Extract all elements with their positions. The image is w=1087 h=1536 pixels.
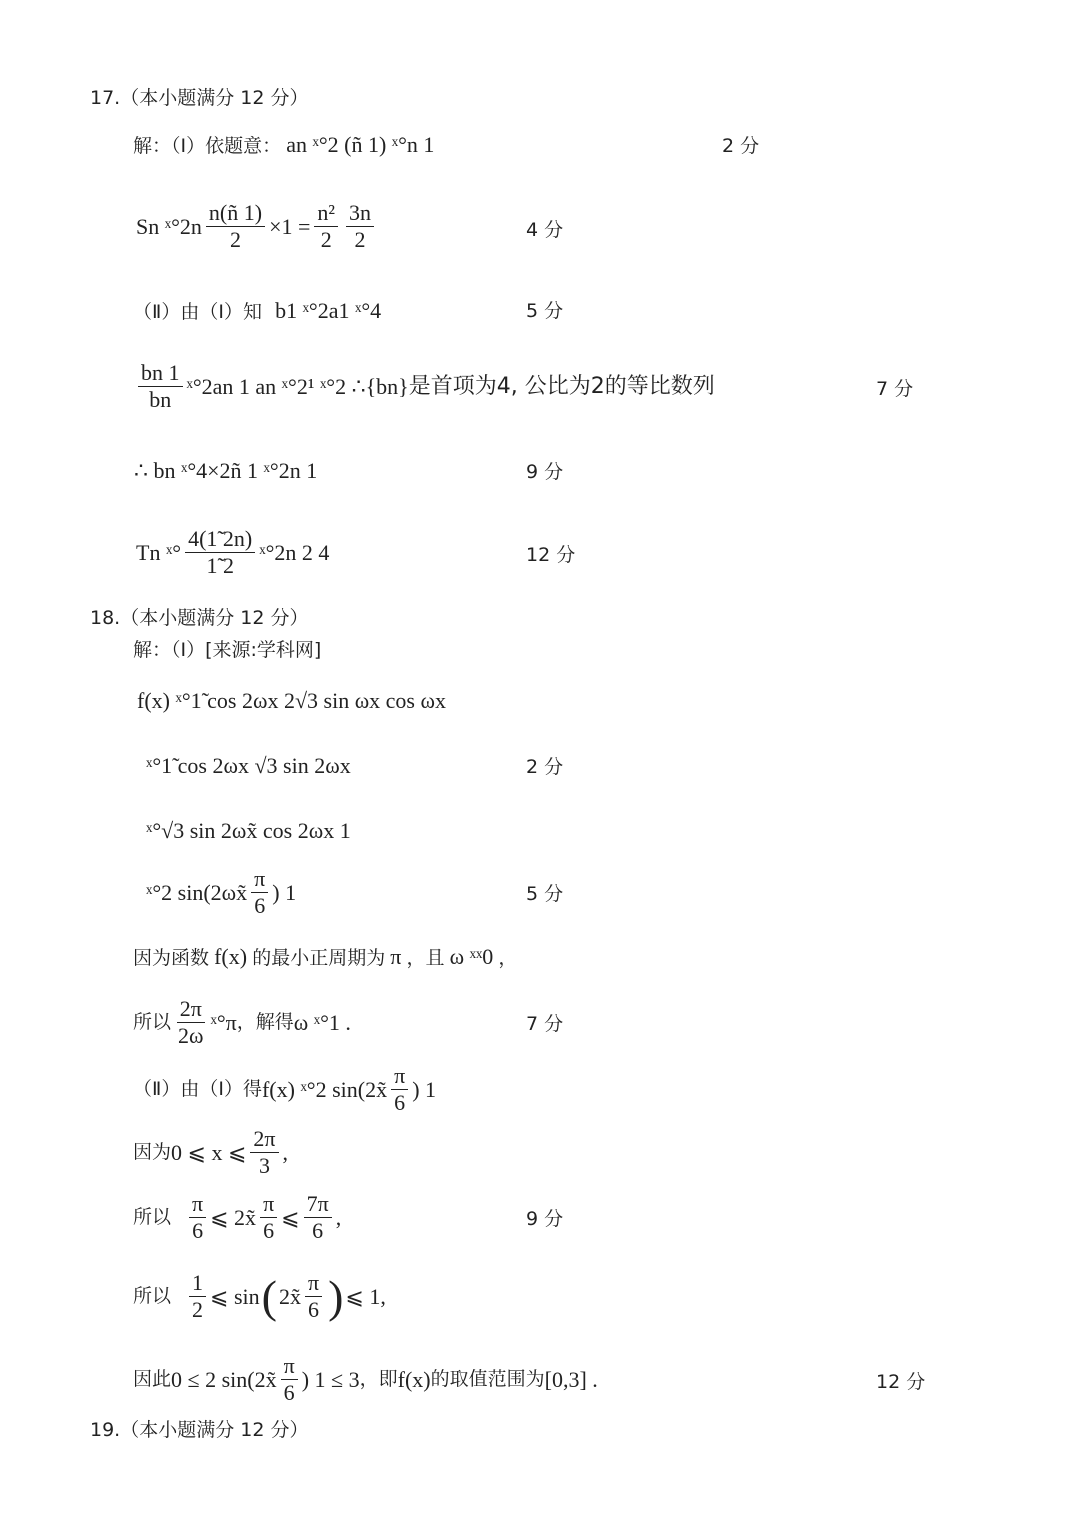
q17-line-2-sn [136,202,378,251]
question-18-header: 18.（本小题满分 12 分） [90,607,309,629]
q18-l10-frac-1 [189,1272,206,1321]
q17-b1-formula: b1 ˣ°2a1 ˣ°4 [275,298,382,323]
q17-line-5-bn: ∴ bn ˣ°4×2ñ 1 ˣ°2n 1 [134,458,318,483]
q17-ratio-num: bn 1 [138,362,183,387]
q18-l9-f1-den: 6 [192,1218,204,1243]
q18-l5-fx: f(x) [214,944,248,969]
q18-l6-omega: ω ˣ°1 . [293,1009,351,1035]
q18-l5-d: ， [498,947,518,969]
q18-l8-fraction [250,1128,278,1177]
q18-l10-f1-num: 1 [189,1272,206,1297]
q18-l10-f2-den: 6 [308,1297,319,1322]
q18-l11-c: 的取值范围为 [430,1368,545,1390]
q17-geometric-statement: 是首项为4, 公比为2的等比数列 [408,373,715,399]
q18-l4-a: ˣ°2 sin(2ωx̃ [146,879,248,905]
q18-l5-omega: ω ˣˣ0 [449,944,494,969]
q18-l11-a: 因此 [133,1368,172,1390]
q17-sn-lhs: Sn ˣ°2n [136,213,202,239]
q17-sn-frac3-num: 3n [346,202,374,227]
q18-score-7: 7 分 [526,1013,564,1035]
q17-sn-fraction-3 [346,202,374,251]
q17-score-2: 2 分 [722,135,760,157]
q18-l10-frac-2 [305,1272,322,1321]
q18-l5-pi: π [390,944,402,969]
q17-line-3 [133,300,381,322]
q17-score-5: 5 分 [526,300,564,322]
q18-l4-frac-num: π [251,868,268,893]
question-17-header: 17.（本小题满分 12 分） [90,87,309,109]
q18-l9-f3-den: 6 [312,1218,324,1243]
q18-line-6 [133,998,351,1047]
q18-l9-frac-1 [189,1193,206,1242]
q17-tn-frac-num: 4(1̃ 2n) [185,528,255,553]
q17-tn-fraction [185,528,255,577]
q18-l9-frac-2 [260,1193,277,1242]
q18-l8-frac-den: 3 [258,1153,270,1178]
q18-score-9: 9 分 [526,1208,564,1230]
q17-sn-fraction-1 [206,202,265,251]
q18-l6-frac-den: 2ω [178,1023,204,1048]
q17-line-6-tn [136,528,329,577]
q18-l10-left-paren: ( [261,1270,277,1322]
q17-an-formula: an ˣ°2 (ñ 1) ˣ°n 1 [286,132,435,157]
q18-l9-m1: ⩽ 2x̃ [210,1204,257,1230]
q18-l7-b: ) 1 [412,1076,437,1102]
q18-line-10 [133,1272,386,1321]
q17-line-4-ratio [134,362,715,411]
q18-l9-f1-num: π [189,1193,206,1218]
q18-l10-a: 所以 [133,1285,172,1307]
q17-ratio-rhs: ˣ°2an 1 an ˣ°2¹ ˣ°2 ∴{bn} [186,373,409,399]
q18-l7-frac-num: π [391,1065,408,1090]
q18-l5-a: 因为函数 [133,947,210,969]
q18-l9-a: 所以 [133,1206,172,1228]
q18-score-5: 5 分 [526,883,564,905]
q18-l10-m1: ⩽ sin [210,1283,260,1309]
q17-ratio-den: bn [149,387,172,412]
q18-l10-f2-num: π [305,1272,322,1297]
q18-l10-m3: ⩽ 1, [345,1283,386,1309]
q18-l6-fraction [175,998,206,1047]
q18-line-11 [133,1355,598,1404]
q17-score-9: 9 分 [526,461,564,483]
q17-tn-frac-den: 1̃ 2 [206,553,234,578]
q18-l7-frac-den: 6 [394,1090,406,1115]
q17-sn-frac2-den: 2 [320,227,332,252]
q17-score-7: 7 分 [876,378,914,400]
q17-sn-frac1-num: n(ñ 1) [206,202,265,227]
q17-sn-frac1-den: 2 [229,227,241,252]
q17-score-4: 4 分 [526,219,564,241]
q17-solution-prefix: 解：（Ⅰ）依题意： [133,135,282,157]
q18-l11-math: 0 ≤ 2 sin(2x̃ [171,1366,277,1392]
q17-ratio-fraction [138,362,183,411]
q18-l11-fraction [281,1355,298,1404]
q18-l9-frac-3 [304,1193,332,1242]
q17-sn-frac2-num: n² [314,202,338,227]
q18-l6-frac-num: 2π [177,998,205,1023]
q17-score-12: 12 分 [526,544,576,566]
q18-l9-f3-num: 7π [304,1193,332,1218]
q18-score-2: 2 分 [526,756,564,778]
q18-l11-fx: f(x) [397,1366,431,1392]
q18-l10-m2: 2x̃ [278,1283,301,1309]
q18-l11-frac-den: 6 [283,1380,295,1405]
q18-l10-right-paren: ) [328,1270,344,1322]
q18-l11-b: ，即 [359,1368,398,1390]
q17-sn-frac3-den: 2 [354,227,366,252]
q18-l8-b: , [282,1139,288,1165]
q18-l8-a: 因为 [133,1141,172,1163]
q18-line-2: ˣ°1̃ cos 2ωx √3 sin 2ωx [146,753,351,778]
question-19-header: 19.（本小题满分 12 分） [90,1419,309,1441]
q18-l6-a: 所以 [133,1011,172,1033]
q18-l8-frac-num: 2π [250,1128,278,1153]
q17-sn-mid: ×1 = [269,213,311,239]
q18-line-9 [133,1193,341,1242]
q17-tn-lhs: Tn ˣ° [136,539,182,565]
q17-tn-rhs: ˣ°2n 2 4 [259,539,330,565]
q18-line-8 [133,1128,288,1177]
q18-l11-math-b: ) 1 ≤ 3 [301,1366,360,1392]
q18-l7-a: （Ⅱ）由（Ⅰ）得 [133,1078,262,1100]
q18-line-7 [133,1065,436,1114]
q18-line-1-fx: f(x) ˣ°1̃ cos 2ωx 2√3 sin ωx cos ωx [137,688,446,713]
q18-l9-b: , [335,1204,342,1230]
q18-l7-fraction [391,1065,408,1114]
q18-l11-frac-num: π [281,1355,298,1380]
q18-line-4 [146,868,296,917]
q18-line-5 [133,946,517,968]
q18-l4-b: ) 1 [272,879,297,905]
q18-l9-f2-num: π [260,1193,277,1218]
q18-l8-math: 0 ⩽ x ⩽ [171,1139,247,1165]
q18-l9-f2-den: 6 [263,1218,275,1243]
q17-sn-fraction-2 [314,202,338,251]
q18-l4-frac-den: 6 [254,893,266,918]
q18-l5-b: 的最小正周期为 [252,947,386,969]
q18-l6-eq: ˣ°π [210,1009,237,1035]
q18-l6-b: ，解得 [236,1011,294,1033]
q18-l4-fraction [251,868,268,917]
q18-l5-c: ，且 [406,947,445,969]
q18-solution-prefix: 解：（Ⅰ）[来源:学科网] [133,639,322,661]
q18-l11-range: [0,3] . [544,1366,598,1392]
q18-l7-math: f(x) ˣ°2 sin(2x̃ [261,1076,388,1102]
q18-score-12: 12 分 [876,1371,926,1393]
q18-line-3: ˣ°√3 sin 2ωx̃ cos 2ωx 1 [146,818,351,843]
q17-part2-prefix: （Ⅱ）由（Ⅰ）知 [133,301,262,323]
q17-line-1 [133,134,434,156]
q18-l10-f1-den: 2 [192,1297,204,1322]
q18-l9-m2: ⩽ [281,1204,300,1230]
